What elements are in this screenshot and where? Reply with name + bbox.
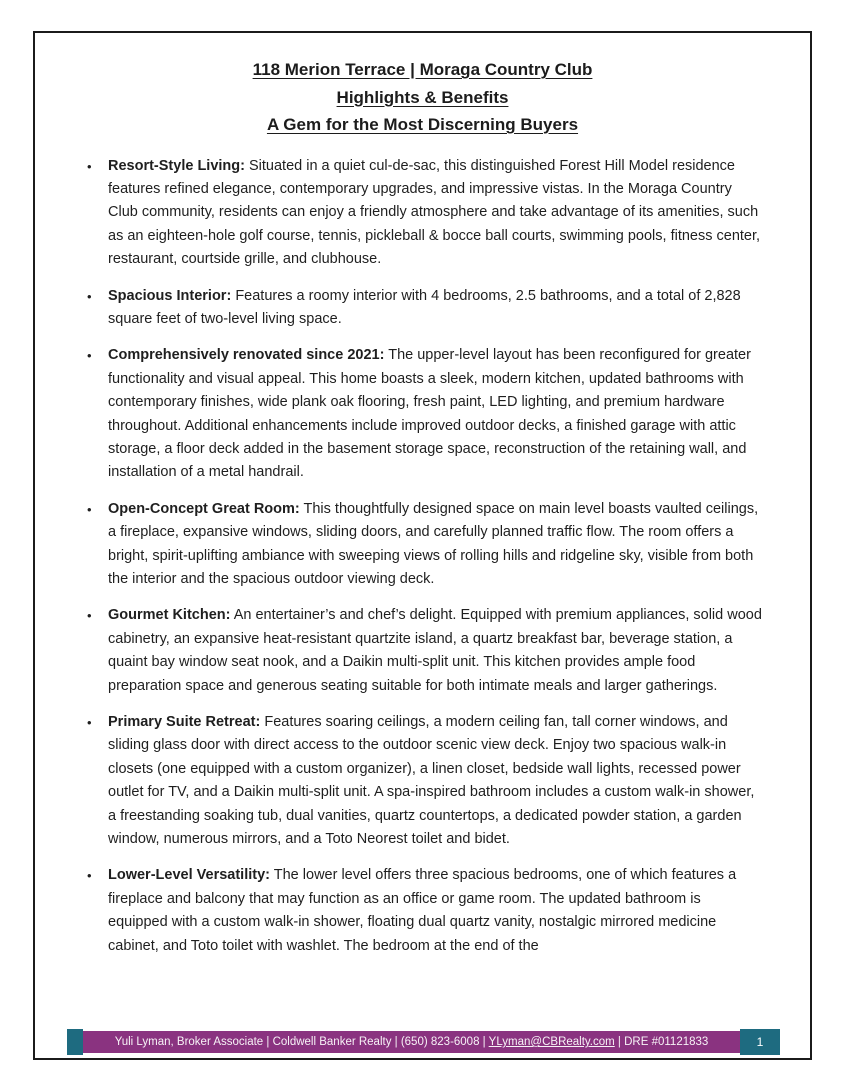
list-item-great-room [85, 498, 764, 592]
bullet-text: Features soaring ceilings, a modern ceiling fan, tall corner windows, and sliding glass door with direct access to the outdoor scenic view deck. Enjoy two spacious walk-in closets (one equipped with a custom organizer), a linen closet, bedside wall lights, recessed power outlet for TV, and a Daikin multi-split unit. A spa-inspired bathroom includes a custom walk-in shower, a freestanding soaking tub, dual vanities, quartz countertops, a dedicated powder station, a garden window, numerous mirrors, and a Toto Neorest toilet and bidet. [108, 714, 755, 848]
footer-text-suffix: | DRE #01121833 [614, 1036, 709, 1048]
document-title-line-1: 118 Merion Terrace | Moraga Country Club [252, 60, 593, 79]
email-link[interactable]: YLyman@CBRealty.com [488, 1036, 615, 1048]
bullet-icon: • [87, 715, 92, 731]
list-item-gourmet-kitchen [85, 604, 764, 698]
bullet-icon: • [87, 868, 92, 884]
footer-agent-info [83, 1031, 740, 1053]
list-item-primary-suite [85, 711, 764, 851]
page-number-badge [740, 1029, 780, 1055]
footer-left-accent [67, 1029, 83, 1055]
bullet-icon: • [87, 501, 92, 517]
list-item-renovated [85, 344, 764, 484]
bullet-text: Features a roomy interior with 4 bedrooms, 2.5 bathrooms, and a total of 2,828 square feet of two-level living space. [108, 287, 741, 327]
document-header [35, 56, 810, 139]
footer-text-prefix: Yuli Lyman, Broker Associate | Coldwell Banker Realty | (650) 823-6008 | [114, 1036, 489, 1048]
document-page [33, 31, 812, 1060]
list-item-spacious-interior [85, 285, 764, 332]
document-title-line-3: A Gem for the Most Discerning Buyers [266, 115, 579, 134]
bullet-icon: • [87, 608, 92, 624]
footer-bar [67, 1029, 780, 1055]
bullet-label: Lower-Level Versatility: [108, 867, 270, 884]
highlights-list [85, 155, 764, 959]
bullet-label: Spacious Interior: [108, 287, 232, 304]
list-item-resort-style-living [85, 155, 764, 272]
bullet-text: This thoughtfully designed space on main level boasts vaulted ceilings, a fireplace, expansive windows, sliding doors, and carefully planned traffic flow. The room offers a bright, spirit-uplifting ambiance with sweeping views of rolling hills and ridgeline sky, visible from both the interior and the spacious outdoor viewing deck. [108, 500, 759, 587]
bullet-icon: • [87, 288, 92, 304]
bullet-text: An entertainer’s and chef’s delight. Equipped with premium appliances, solid wood cabinetry, an expansive heat-resistant quartzite island, a quartz breakfast bar, beverage station, a quaint bay window seat nook, and a Daikin multi-split unit. This kitchen provides ample food preparation space and generous seating suitable for both intimate meals and larger gatherings. [108, 607, 762, 694]
bullet-label: Primary Suite Retreat: [108, 714, 261, 731]
page-number: 1 [756, 1035, 764, 1049]
bullet-text: The upper-level layout has been reconfigured for greater functionality and visual appeal. This home boasts a sleek, modern kitchen, updated bathrooms with contemporary finishes, wide plank oak flooring, fresh paint, LED lighting, and premium hardware throughout. Additional enhancements include improved outdoor decks, a finished garage with attic storage, a floor deck added in the basement storage space, reconstruction of the retaining wall, and installation of a metal handrail. [108, 347, 751, 481]
bullet-label: Comprehensively renovated since 2021: [108, 347, 385, 364]
bullet-text: The lower level offers three spacious bedrooms, one of which features a fireplace and balcony that may function as an office or game room. The updated bathroom is equipped with a custom walk-in shower, floating dual quartz vanity, nostalgic mirrored medicine cabinet, and Toto toilet with washlet. The bedroom at the end of the [108, 867, 737, 954]
bullet-text: Situated in a quiet cul-de-sac, this distinguished Forest Hill Model residence features refined elegance, contemporary upgrades, and impressive vistas. In the Moraga Country Club community, residents can enjoy a friendly atmosphere and take advantage of its amenities, such as an eighteen-hole golf course, tennis, pickleball & bocce ball courts, swimming pools, fitness center, restaurant, courtside grille, and clubhouse. [108, 157, 761, 268]
bullet-label: Open-Concept Great Room: [108, 500, 300, 517]
bullet-label: Gourmet Kitchen: [108, 607, 231, 624]
bullet-label: Resort-Style Living: [108, 157, 245, 174]
list-item-lower-level [85, 864, 764, 958]
document-title-line-2: Highlights & Benefits [336, 87, 509, 107]
bullet-icon: • [87, 348, 92, 364]
bullet-icon: • [87, 158, 92, 174]
